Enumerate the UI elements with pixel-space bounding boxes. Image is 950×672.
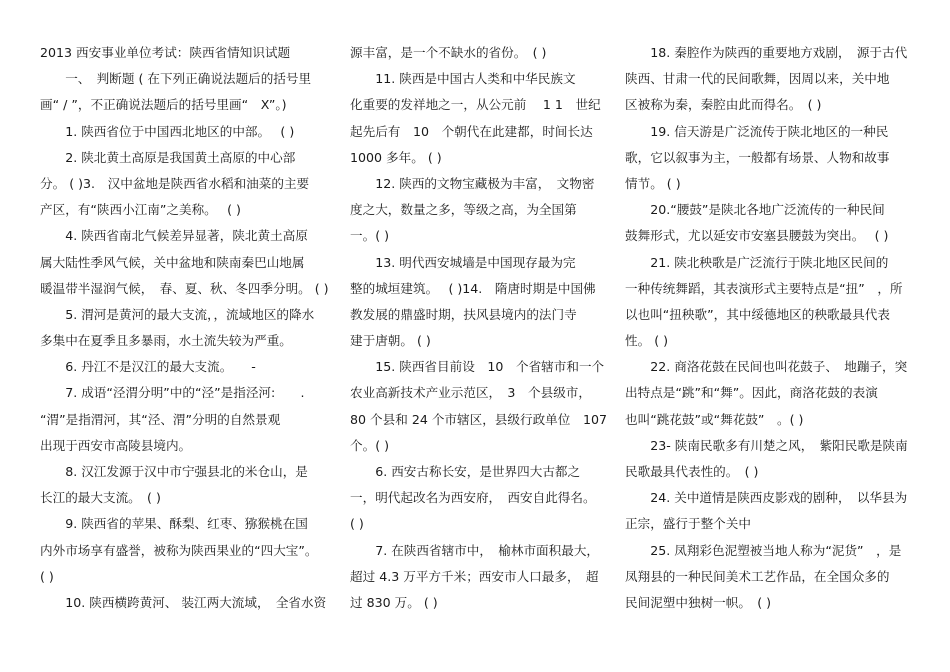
text-line: 内外市场享有盛誉，被称为陕西果业的“四大宝”。 <box>40 542 318 558</box>
text-line: 过 830 万。 ( ) <box>350 594 438 610</box>
text-line: 一、 判断题 ( 在下列正确说法题后的括号里 <box>40 71 312 87</box>
text-line: 超过 4.3 万平方千米；西安市人口最多， 超 <box>350 568 599 584</box>
text-line: 2013 西安事业单位考试：陕西省情知识试题 <box>40 45 291 60</box>
text-line: 情节。 ( ) <box>625 175 681 191</box>
text-line: 区被称为秦，秦腔由此而得名。 ( ) <box>625 97 822 113</box>
text-line: 4. 陕西省南北气候差异显著，陕北黄土高原 <box>40 228 308 244</box>
text-line: 8. 汉江发源于汉中市宁强县北的米仓山，是 <box>40 464 308 479</box>
text-line: 22. 商洛花鼓在民间也叫花鼓子、 地蹦子，突 <box>625 359 908 375</box>
text-line: 7. 在陕西省辖市中， 榆林市面积最大， <box>350 542 600 558</box>
text-line: 陕西、甘肃一代的民间歌舞，因周以来，关中地 <box>625 71 890 87</box>
text-line: 20.“腰鼓”是陕北各地广泛流传的一种民间 <box>625 202 885 218</box>
text-line: 分。 ( )3. 汉中盆地是陕西省水稻和油菜的主要 <box>40 175 310 191</box>
text-line: 度之大，数量之多，等级之高，为全国第 <box>350 202 577 218</box>
text-line: 暖温带半湿润气候， 春、夏、秋、冬四季分明。 ( ) <box>40 280 329 296</box>
text-line: 11. 陕西是中国古人类和中华民族文 <box>350 71 576 87</box>
text-line: 建于唐朝。 ( ) <box>350 333 431 349</box>
text-line: 也叫“跳花鼓”或“舞花鼓” 。( ) <box>625 411 804 427</box>
text-line: 多集中在夏季且多暴雨，水土流失较为严重。 <box>40 333 292 349</box>
text-line: 18. 秦腔作为陕西的重要地方戏剧， 源于古代 <box>625 45 908 60</box>
text-line: 正宗，盛行于整个关中 <box>625 516 751 532</box>
text-line: 源丰富，是一个不缺水的省份。 ( ) <box>350 45 547 60</box>
text-line: 出特点是“跳”和“舞”。因此，商洛花鼓的表演 <box>625 385 878 401</box>
text-line: 6. 丹江不是汉江的最大支流。 - <box>40 359 256 375</box>
text-line: 化重要的发祥地之一，从公元前 1 1 世纪 <box>350 97 601 113</box>
text-line: 凤翔县的一种民间美术工艺作品，在全国众多的 <box>625 568 890 584</box>
text-line: 农业高新技术产业示范区， 3 个县级市， <box>350 385 591 401</box>
text-line: 2. 陕北黄土高原是我国黄土高原的中心部 <box>40 149 296 165</box>
text-column-middle <box>350 40 610 616</box>
text-line: 教发展的鼎盛时期，扶风县境内的法门寺 <box>350 306 577 322</box>
text-line: 15. 陕西省目前设 10 个省辖市和一个 <box>350 359 605 375</box>
text-line: 整的城垣建筑。 ( )14. 隋唐时期是中国佛 <box>350 280 596 296</box>
text-line: 10. 陕西横跨黄河、 装江两大流域， 全省水资 <box>40 594 327 610</box>
text-line: 民歌最具代表性的。 ( ) <box>625 464 759 479</box>
text-line: 25. 凤翔彩色泥塑被当地人称为“泥货” ，是 <box>625 542 902 558</box>
text-line: ( ) <box>40 568 54 584</box>
text-column-right <box>625 40 915 616</box>
text-line: “渭”是指渭河，其“泾、渭”分明的自然景观 <box>40 411 281 427</box>
text-line: 13. 明代西安城墙是中国现存最为完 <box>350 254 576 270</box>
text-line: 画“ / ”，不正确说法题后的括号里画“ X”。) <box>40 97 287 113</box>
text-line: 性。 ( ) <box>625 333 669 349</box>
text-line: 24. 关中道情是陕西皮影戏的剧种， 以华县为 <box>625 490 908 506</box>
text-line: 1. 陕西省位于中国西北地区的中部。 ( ) <box>40 123 295 139</box>
text-line: 以也叫“扭秧歌”，其中绥德地区的秧歌最具代表 <box>625 306 890 322</box>
text-line: 个。( ) <box>350 437 390 453</box>
text-line: ( ) <box>350 516 364 532</box>
text-line: 23- 陕南民歌多有川楚之风， 紫阳民歌是陕南 <box>625 437 908 453</box>
text-line: 80 个县和 24 个市辖区，县级行政单位 107 <box>350 411 608 427</box>
text-column-left <box>40 40 330 616</box>
text-line: 民间泥塑中独树一帜。 ( ) <box>625 594 772 610</box>
text-line: 7. 成语“泾渭分明”中的“泾”是指泾河: . <box>40 385 305 401</box>
text-line: 长江的最大支流。 ( ) <box>40 490 161 506</box>
text-line: 19. 信天游是广泛流传于陕北地区的一种民 <box>625 123 889 139</box>
text-line: 产区，有“陕西小江南”之美称。 ( ) <box>40 202 241 218</box>
text-line: 歌，它以叙事为主，一般都有场景、人物和故事 <box>625 149 890 165</box>
text-line: 5. 渭河是黄河的最大支流，，流域地区的降水 <box>40 306 315 322</box>
text-line: 一。( ) <box>350 228 390 244</box>
text-line: 9. 陕西省的苹果、酥梨、红枣、猕猴桃在国 <box>40 516 308 532</box>
text-line: 一，明代起改名为西安府， 西安自此得名。 <box>350 490 596 506</box>
text-line: 一种传统舞蹈，其表演形式主要特点是“扭” ，所 <box>625 280 903 296</box>
text-line: 1000 多年。 ( ) <box>350 149 442 165</box>
text-line: 出现于西安市高陵县境内。 <box>40 437 192 453</box>
text-line: 12. 陕西的文物宝藏极为丰富， 文物密 <box>350 175 595 191</box>
text-line: 21. 陕北秧歌是广泛流行于陕北地区民间的 <box>625 254 889 270</box>
text-line: 鼓舞形式，尤以延安市安塞县腰鼓为突出。 ( ) <box>625 228 889 244</box>
text-line: 起先后有 10 个朝代在此建都，时间长达 <box>350 123 593 139</box>
text-line: 6. 西安古称长安，是世界四大古都之 <box>350 464 581 479</box>
text-line: 属大陆性季风气候，关中盆地和陕南秦巴山地属 <box>40 254 305 270</box>
